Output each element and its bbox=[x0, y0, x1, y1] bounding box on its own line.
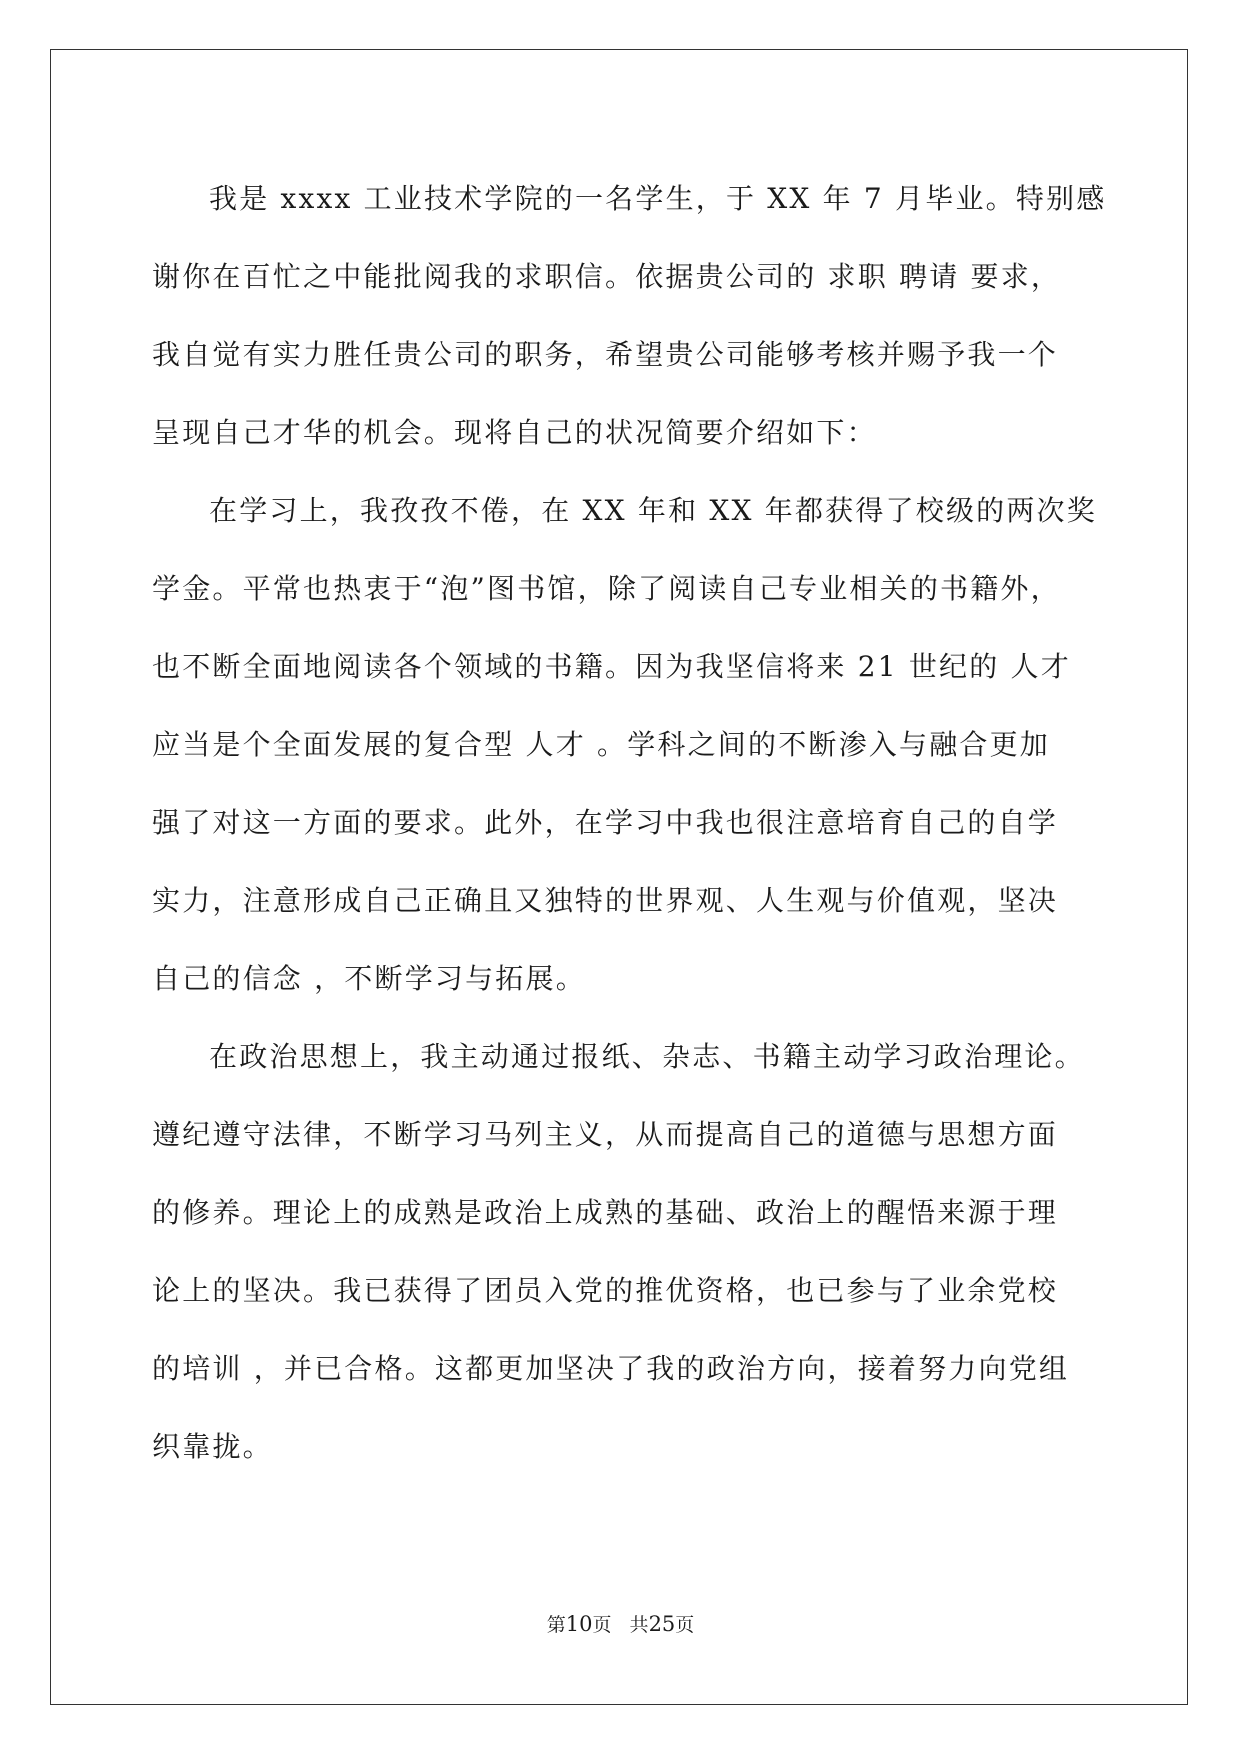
footer-prefix: 第 bbox=[546, 1614, 566, 1636]
page-number-footer bbox=[0, 1610, 1241, 1637]
paragraph-line: 在政治思想上，我主动通过报纸、杂志、书籍主动学习政治理论。 bbox=[209, 1040, 1085, 1073]
paragraph-line: 我是 xxxx 工业技术学院的一名学生，于 XX 年 7 月毕业。特别感 bbox=[209, 182, 1107, 215]
paragraph-line: 学金。平常也热衷于“泡”图书馆，除了阅读自己专业相关的书籍外， bbox=[152, 572, 1061, 605]
paragraph-line: 我自觉有实力胜任贵公司的职务，希望贵公司能够考核并赐予我一个 bbox=[152, 338, 1059, 371]
paragraph-line: 应当是个全面发展的复合型 人才 。学科之间的不断渗入与融合更加 bbox=[152, 728, 1051, 761]
paragraph-line: 遵纪遵守法律，不断学习马列主义，从而提高自己的道德与思想方面 bbox=[152, 1118, 1059, 1151]
paragraph-line: 呈现自己才华的机会。现将自己的状况简要介绍如下： bbox=[152, 416, 877, 449]
footer-suffix: 页 bbox=[675, 1614, 695, 1636]
paragraph-line: 实力，注意形成自己正确且又独特的世界观、人生观与价值观，坚决 bbox=[152, 884, 1059, 917]
paragraph-line: 的培训 ，并已合格。这都更加坚决了我的政治方向，接着努力向党组 bbox=[152, 1352, 1070, 1385]
paragraph-line: 谢你在百忙之中能批阅我的求职信。依据贵公司的 求职 聘请 要求， bbox=[152, 260, 1062, 293]
current-page-number: 10 bbox=[565, 1612, 593, 1636]
paragraph-line: 论上的坚决。我已获得了团员入党的推优资格，也已参与了业余党校 bbox=[152, 1274, 1059, 1307]
paragraph-line: 强了对这一方面的要求。此外，在学习中我也很注意培育自己的自学 bbox=[152, 806, 1059, 839]
document-body bbox=[152, 160, 1107, 1486]
paragraph-line: 也不断全面地阅读各个领域的书籍。因为我坚信将来 21 世纪的 人才 bbox=[152, 650, 1071, 683]
paragraph-line: 的修养。理论上的成熟是政治上成熟的基础、政治上的醒悟来源于理 bbox=[152, 1196, 1059, 1229]
paragraph-line: 织靠拢。 bbox=[152, 1430, 273, 1463]
paragraph-line: 自己的信念 ，不断学习与拓展。 bbox=[152, 962, 586, 995]
total-pages-number: 25 bbox=[648, 1612, 676, 1636]
paragraph-line: 在学习上，我孜孜不倦，在 XX 年和 XX 年都获得了校级的两次奖 bbox=[209, 494, 1097, 527]
footer-middle: 页 共 bbox=[592, 1614, 649, 1636]
